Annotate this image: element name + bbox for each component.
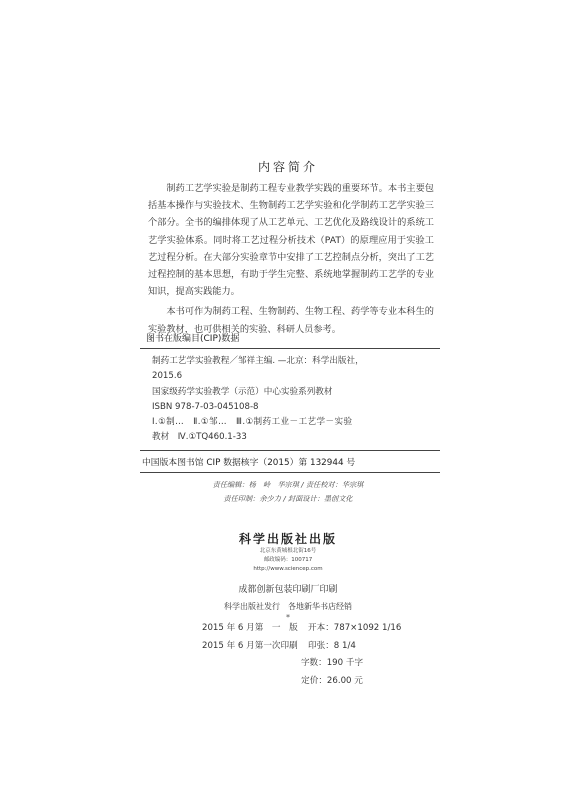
cip-line-date: 2015.6 [152,371,183,382]
printing-date: 2015 年 6 月第一次印刷 [202,640,298,651]
cip-body [140,349,440,446]
publisher-postcode: 邮政编码：100717 [263,557,313,563]
cip-line-classification: 教材 Ⅳ.①TQ460.1-33 [152,432,247,443]
publisher-url: http://www.sciencep.com [253,566,323,572]
responsible-editors: 责任编辑：杨 岭 华宗琪 / 责任校对：华宗琪 [212,480,364,489]
publisher-block [0,530,576,622]
content-intro-title: 内容简介 [257,160,318,174]
intro-paragraph-2: 本书可作为制药工程、生物制药、生物工程、药学等专业本科生的实验教材，也可供相关的实验、科研人员参考。 [148,306,434,335]
distributor-info: 科学出版社发行 各地新华书店经销 [224,602,352,611]
edition-info [202,620,402,690]
printer-name: 成都创新包装印刷厂印刷 [238,585,338,595]
responsible-printing-design: 责任印制：余少力 / 封面设计：墨创文化 [223,494,353,503]
content-intro-text [148,180,434,338]
cip-line-series: 国家级药学实验教学（示范）中心实验系列教材 [152,386,333,397]
price: 定价：26.00 元 [301,675,363,686]
intro-paragraph-1: 制药工艺学实验是制药工程专业教学实践的重要环节。本书主要包括基本操作与实验技术、生物制药工艺学实验和化学制药工艺学实验三个部分。全书的编排体现了从工艺单元、工艺优化及路线设计的系统工艺学实验体系。同时将工艺过程分析技术（PAT）的原理应用于实验工艺过程分析。在大部分实验章节中安排了工艺控制点分析，突出了工艺过程控制的基本思想，有助于学生完整、系统地掌握制药工艺学的专业知识，提高实践能力。 [148,183,434,298]
publisher-name: 科学出版社出版 [238,532,337,546]
cip-line-subjects: Ⅰ.①制… Ⅱ.①邹… Ⅲ.①制药工业－工艺学－实验 [152,417,353,428]
cip-line-isbn: ISBN 978-7-03-045108-8 [152,401,259,412]
cip-line-title: 制药工艺学实验教程／邹祥主编. —北京：科学出版社， [152,356,364,366]
cip-header: 图书在版编目(CIP)数据 [140,331,440,349]
format-size: 开本：787×1092 1/16 [308,623,402,633]
cip-data-block [140,331,440,473]
printed-sheets: 印张：8 1/4 [308,640,356,651]
printing-row [202,638,402,656]
cip-approval-number: 中国版本图书馆 CIP 数据核字（2015）第 132944 号 [140,450,440,473]
separator-star: * [286,613,290,622]
publisher-address: 北京东黄城根北街16号 [259,548,317,554]
word-count: 字数：190 千字 [300,658,364,668]
edition-date: 2015 年 6 月第 一 版 [202,623,298,633]
edition-row [202,620,402,638]
